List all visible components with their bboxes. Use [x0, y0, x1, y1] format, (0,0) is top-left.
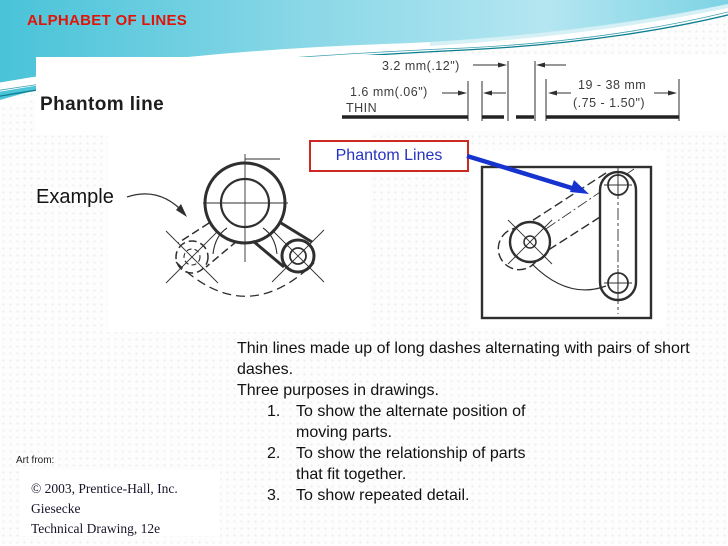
dim-long-in-label: (.75 - 1.50")	[573, 96, 646, 110]
purpose-text: To show the alternate position of moving parts.	[296, 403, 526, 441]
page-title: ALPHABET OF LINES	[27, 12, 188, 29]
purpose-heading: Three purposes in drawings.	[237, 382, 439, 399]
purpose-text: To show the relationship of parts that fit together.	[296, 445, 526, 483]
purpose-text: To show repeated detail.	[296, 487, 470, 504]
purpose-item-1	[267, 401, 705, 443]
thin-label: THIN	[346, 101, 378, 115]
attribution-line: Technical Drawing, 12e	[31, 521, 161, 536]
purpose-item-3	[267, 485, 705, 506]
attribution-line: © 2003, Prentice-Hall, Inc.	[31, 481, 178, 496]
callout-arrow-icon	[463, 148, 603, 208]
dim-gap-label: 1.6 mm(.06")	[350, 85, 428, 99]
phantom-lines-callout-label: Phantom Lines	[335, 147, 443, 164]
phantom-line-spec-diagram	[338, 55, 728, 131]
art-from-label: Art from:	[16, 455, 55, 466]
example-label: Example	[36, 186, 114, 208]
dim-dash-label: 3.2 mm(.12")	[382, 59, 460, 73]
attribution-block	[31, 479, 178, 539]
leader-arrow	[127, 194, 185, 214]
purpose-item-2	[267, 443, 705, 485]
purpose-number: 2.	[267, 445, 281, 462]
phantom-lines-callout	[309, 140, 469, 172]
purpose-number: 3.	[267, 487, 281, 504]
purpose-number: 1.	[267, 403, 281, 420]
dim-long-mm-label: 19 - 38 mm	[578, 78, 647, 92]
phantom-line-label: Phantom line	[40, 94, 165, 115]
body-text	[237, 338, 705, 506]
attribution-line: Giesecke	[31, 501, 81, 516]
intro-text: Thin lines made up of long dashes alternating with pairs of short dashes.	[237, 340, 690, 378]
